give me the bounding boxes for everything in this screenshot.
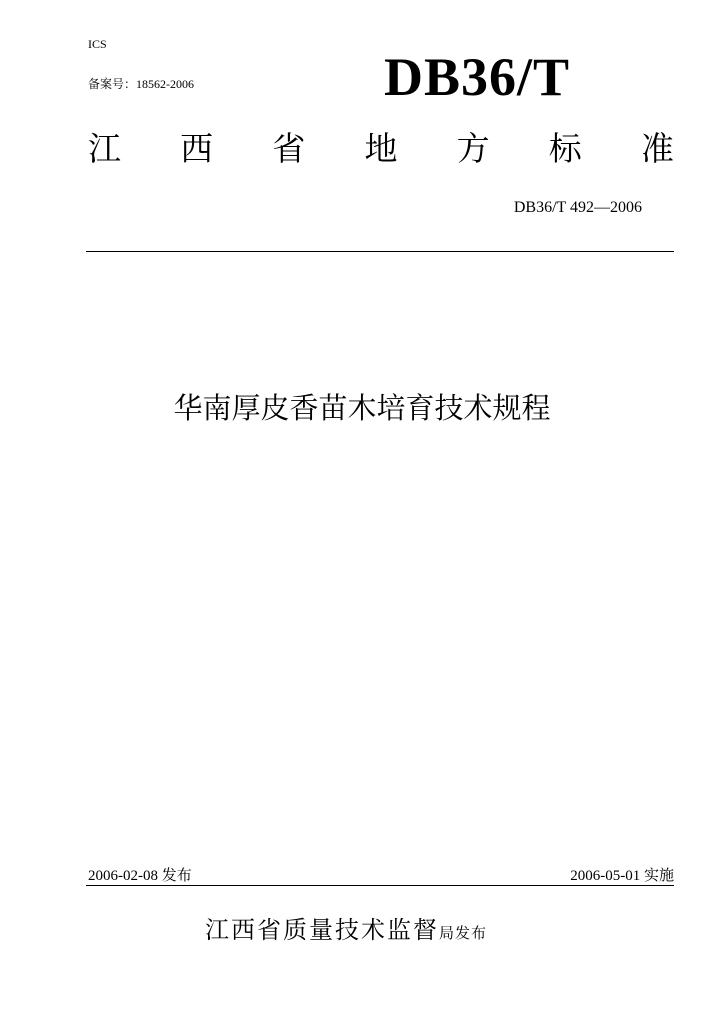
standard-title-char: 准 (640, 129, 674, 168)
standard-title-char: 省 (272, 129, 306, 168)
document-title: 华南厚皮香苗木培育技术规程 (173, 391, 551, 425)
publish-date: 2006-02-08 发布 (88, 868, 192, 884)
standard-title-char: 方 (456, 129, 490, 168)
standard-number: DB36/T 492—2006 (513, 199, 642, 216)
issuer (205, 910, 487, 945)
standard-title-char: 地 (364, 129, 398, 168)
standard-title (88, 129, 674, 168)
standard-code: DB36/T (384, 47, 571, 107)
effective-date: 2006-05-01 实施 (570, 868, 674, 884)
standard-title-char: 西 (180, 129, 214, 168)
filing-number: 备案号：18562-2006 (88, 77, 194, 91)
ics-label: ICS (88, 37, 107, 51)
bottom-divider (86, 885, 674, 886)
issuer-name: 江西省质量技术监督 (205, 916, 439, 944)
issuer-suffix: 局发布 (439, 924, 488, 942)
top-divider (86, 251, 674, 252)
standard-title-char: 标 (548, 129, 582, 168)
standard-title-char: 江 (88, 129, 121, 168)
